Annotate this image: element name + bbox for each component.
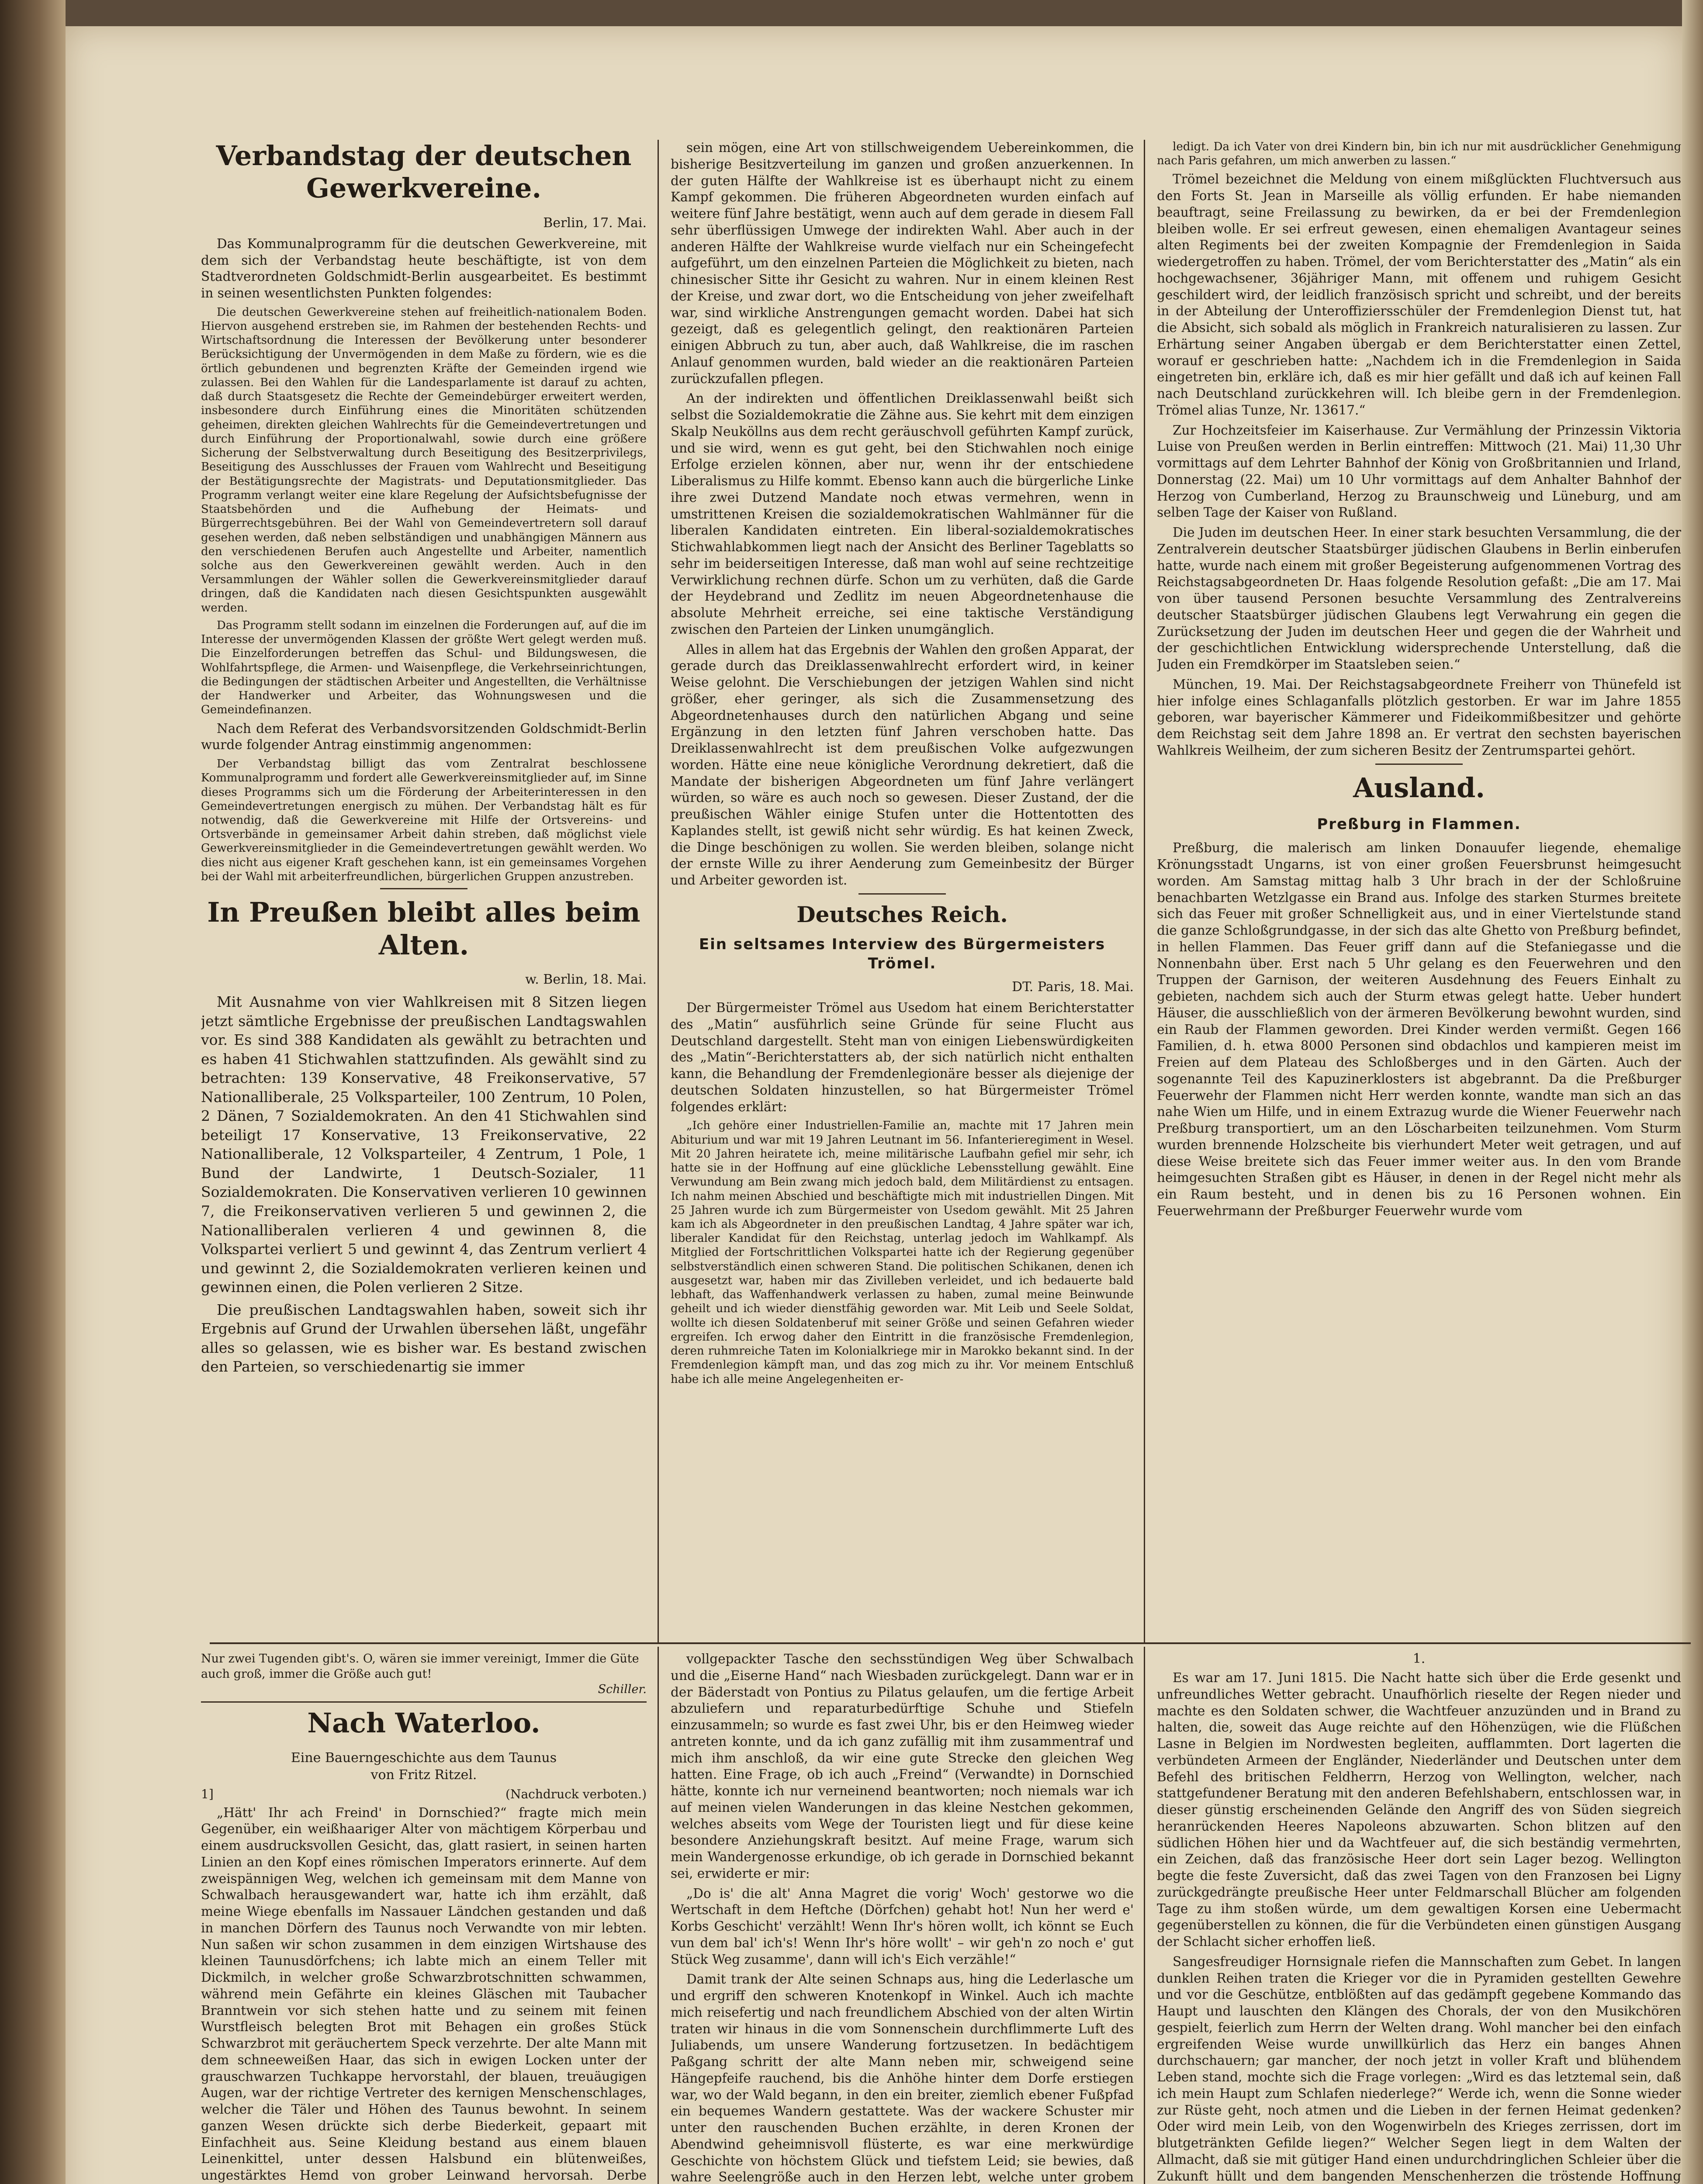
paragraph: Die Juden im deutschen Heer. In einer stark besuchten Versammlung, die der Zentralverein deutscher Staatsbürger jüdischen Glaubens in Berlin einberufen hatte, wurde nach einem mit großer Begeisterung aufgenommenen Vortrag des Reichstagsabgeordneten Dr. Haas folgende Resolution gefaßt: „Die am 17. Mai von über tausend Personen besuchte Versammlung des Zentralvereins deutscher Staatsbürger jüdischen Glaubens legt Verwahrung ein gegen die Zurücksetzung der Juden im deutschen Heer und gegen die der Wahrheit und der geschichtlichen Entwicklung widersprechende Unterstellung, daß die Juden ein Fremdkörper im Staatsleben seien.“	[1157, 525, 1681, 672]
paragraph: Trömel bezeichnet die Meldung von einem mißglückten Fluchtversuch aus den Forts St. Jean in Marseille als völlig erfunden. Er habe niemanden beauftragt, seine Freilassung zu bewirken, da er bei der Fremdenlegion bleiben wolle. Er sei erfreut gewesen, einen ehemaligen Avantageur seines alten Regiments bei der zweiten Kompagnie der Fremdenlegion in Saida wiedergetroffen zu haben. Trömel, der vom Berichterstatter des „Matin“ als ein hochgewachsener, 36jähriger Mann, mit offenem und ruhigem Gesicht geschildert wird, der leidlich französisch spricht und schreibt, und der bereits in der Abteilung der Unteroffiziersschüler der Fremdenlegion Dienst tut, hat die Absicht, sich sobald als möglich in Frankreich naturalisieren zu lassen. Zur Erhärtung seiner Angaben übergab er dem Berichterstatter einen Zettel, worauf er geschrieben hatte: „Nachdem ich in die Fremdenlegion in Saida eingetreten bin, erkläre ich, daß es mir hier gefällt und daß ich auf keinen Fall nach Deutschland zurückkehren will. Ich bleibe gern in der Fremdenlegion. Trömel alias Tunze, Nr. 13617.“	[1157, 172, 1681, 418]
divider	[1375, 764, 1463, 765]
column-rule-1	[658, 140, 659, 1642]
quote-author: Schiller.	[598, 1683, 647, 1697]
headline-ausland: Ausland.	[1353, 771, 1485, 804]
paragraph: Das Programm stellt sodann im einzelnen die Forderungen auf, auf die im Interesse der unvermögenden Klassen der größte Wert gelegt werden muß. Die Einzelforderungen betreffen das Schul- und Bildungswesen, die Wohlfahrtspflege, die Armen- und Waisenpflege, die Verkehrseinrichtungen, die Bedingungen der städtischen Arbeiter und Angestellten, die Verhältnisse der Handwerker und Arbeiter, das Wohnungswesen und die Gemeindefinanzen.	[201, 619, 647, 717]
feuilleton-column-3	[1157, 1651, 1681, 2184]
headline-verbandstag: Verbandstag der deutschen Gewerkvereine.	[216, 140, 632, 204]
column-1	[201, 140, 647, 1638]
paragraph: ledigt. Da ich Vater von drei Kindern bin, bin ich nur mit ausdrücklicher Genehmigung nach Paris gefahren, um mich anwerben zu lassen.“	[1157, 140, 1681, 168]
paragraph: „Hätt' Ihr ach Freind' in Dornschied?“ fragte mich mein Gegenüber, ein weißhaariger Alter von mächtigem Körperbau und einem ausdrucksvollen Gesicht, das, glatt rasiert, in seinen harten Linien an den Kopf eines römischen Imperators erinnerte. Auf dem zweispännigen Weg, welchen ich gemeinsam mit dem Manne von Schwalbach herausgewandert war, hatte ich ihm erzählt, daß meine Wiege ebenfalls im Nassauer Ländchen gestanden und daß in manchen Dörfern des Taunus noch Verwandte von mir lebten. Nun saßen wir schon zusammen in dem einzigen Wirtshause des kleinen Taunusdörfchens; ich labte mich an einem Teller mit Dickmilch, in welcher große Schwarzbrotschnitten schwammen, während mein Gefährte ein kleines Gläschen mit Taubacher Branntwein vor sich stehen hatte und zu seinem mit feinen Wurstfleisch belegten Brot mit Behagen ein großes Stück Schwarzbrot mit geräuchertem Speck verzehrte. Der alte Mann mit dem schneeweißen Haar, das sich in ewigen Locken unter der grauschwarzen Tuchkappe hervorstahl, der blauen, treuäugigen Augen, war der richtige Vertreter des kernigen Menschenschlages, welcher die Täler und Höhen des Taunus bewohnt. In seinem ganzen Wesen drückte sich derbe Biederkeit, gepaart mit Einfachheit aus. Seine Kleidung bestand aus einem blauen Leinenkittel, unter dessen Halsbund ein blütenweißes, ungestärktes Hemd von grober Leinwand hervorsah. Derbe	[201, 1805, 647, 2183]
divider	[858, 893, 946, 895]
paragraph: Preßburg, die malerisch am linken Donauufer liegende, ehemalige Krönungsstadt Ungarns, ist von einer großen Feuersbrunst heimgesucht worden. Am Samstag mittag halb 3 Uhr brach in der der Schloßruine benachbarten Wetzlgasse ein Brand aus. Infolge des starken Sturmes breitete sich das Feuer mit großer Schnelligkeit aus, und in einer Viertelstunde stand die ganze Schloßgrundgasse, in der sich das alte Ghetto von Preßburg befindet, in hellen Flammen. Das Feuer griff dann auf die Stefaniegasse und die Nonnenbahn über. Erst nach 5 Uhr gelang es den Feuerwehren und den Truppen der Garnison, der weiteren Ausdehnung des Feuers Einhalt zu gebieten, nachdem sich auch der Sturm etwas gelegt hatte. Ueber hundert Häuser, die ausschließlich von der ärmeren Bevölkerung bewohnt wurden, sind ein Raub der Flammen geworden. Drei Kinder werden vermißt. Gegen 166 Familien, d. h. etwa 8000 Personen sind obdachlos und kampieren meist im Freien auf dem Plateau des Schloßberges und in den Gärten. Auch der sogenannte Teil des Kapuzinerklosters ist abgebrannt. Da die Preßburger Feuerwehr der Flammen nicht Herr werden konnte, wandte man sich an das nahe Wien um Hilfe, und in einem Extrazug wurde die Wiener Feuerwehr nach Preßburg transportiert, um an den Löscharbeiten teilzunehmen. Vom Sturm wurden brennende Holzscheite bis vierhundert Meter weit getragen, und auf diese Weise breitete sich das Feuer immer weiter aus. In den vom Brande heimgesuchten Straßen gibt es Häuser, in denen in der Regel nicht mehr als ein Raum besteht, und in denen bis zu 16 Personen wohnen. Ein Feuerwehrmann der Preßburger Feuerwehr wurde vom	[1157, 840, 1681, 1218]
dateline-berlin-18: w. Berlin, 18. Mai.	[525, 971, 647, 987]
installment-number: 1]	[201, 1787, 214, 1801]
book-binding	[0, 0, 66, 2184]
paragraph: An der indirekten und öffentlichen Dreiklassenwahl beißt sich selbst die Sozialdemokratie die Zähne aus. Sie kehrt mit dem einzigen Skalp Neuköllns aus dem recht geräuschvoll geführten Kampf zurück, und sie wird, wenn es gut geht, bei den Stichwahlen noch einige Erfolge erzielen können, aber nur, wenn ihr der entschiedene Liberalismus zu Hilfe kommt. Ebenso kann auch die bürgerliche Linke ihre zwei Dutzend Mandate noch etwas vermehren, wenn in umstrittenen Kreisen die sozialdemokratischen Wahlmänner für die liberalen Kandidaten eintreten. Ein liberal-sozialdemokratisches Stichwahlabkommen liegt nach der Ansicht des Berliner Tageblatts so sehr im beiderseitigen Interesse, daß man wohl auf seine rechtzeitige Verwirklichung rechnen dürfe. Schon um zu verhüten, daß die Garde der Heydebrand und Zedlitz im neuen Abgeordnetenhause die absolute Mehrheit erreiche, sei eine taktische Verständigung zwischen den Parteien der Linken unumgänglich.	[671, 391, 1134, 637]
page-edge	[1682, 0, 1703, 2184]
paragraph: München, 19. Mai. Der Reichstagsabgeordnete Freiherr von Thünefeld ist hier infolge eines Schlaganfalls plötzlich gestorben. Er war im Jahre 1855 geboren, war bayerischer Kämmerer und Fideikommißbesitzer und gehörte dem Reichstag seit dem Jahre 1898 an. Er vertrat den sechsten bayerischen Wahlkreis Weilheim, der zum sicheren Besitz der Zentrumspartei gehört.	[1157, 677, 1681, 758]
newspaper-page	[66, 26, 1682, 2184]
headline-deutsches-reich: Deutsches Reich.	[796, 901, 1008, 927]
section-divider	[210, 1642, 1691, 1644]
story-subtitle: Eine Bauerngeschichte aus dem Taunus	[291, 1750, 557, 1766]
paragraph: Der Bürgermeister Trömel aus Usedom hat einem Berichterstatter des „Matin“ ausführlich seine Gründe für seine Flucht aus Deutschland dargestellt. Steht man von einigen Liebenswürdigkeiten des „Matin“-Berichterstatters ab, der sich natürlich nicht enthalten kann, die Behandlung der Fremdenlegionäre besser als diejenige der deutschen Soldaten hinzustellen, so hat Bürgermeister Trömel folgendes erklärt:	[671, 1000, 1134, 1114]
column-rule-3	[658, 1647, 659, 2184]
dateline-paris: DT. Paris, 18. Mai.	[1012, 979, 1134, 995]
paragraph: sein mögen, eine Art von stillschweigendem Uebereinkommen, die bisherige Besitzverteilung im ganzen und großen anzuerkennen. In der guten Hälfte der Wahlkreise ist es überhaupt nicht zu einem Kampf gekommen. Die früheren Abgeordneten wurden einfach auf weitere fünf Jahre bestätigt, wenn auch auf dem gerade in diesem Fall sehr überflüssigen Umwege der indirekten Wahl. Aber auch in der anderen Hälfte der Wahlkreise wurde vielfach nur ein Scheingefecht aufgeführt, um den einzelnen Parteien die Möglichkeit zu bieten, nach chinesischer Sitte ihr Gesicht zu wahren. Nur in einem kleinen Rest der Kreise, und zwar dort, wo die Entscheidung von jeher zweifelhaft war, sind wirkliche Anstrengungen gemacht worden. Dabei hat sich gezeigt, daß es gelegentlich gelingt, den reaktionären Parteien einigen Abbruch zu tun, aber auch, daß Wahlkreise, die im raschen Anlauf genommen wurden, bald wieder an die reaktionären Parteien zurückzufallen pflegen.	[671, 140, 1134, 386]
subheadline-pressburg: Preßburg in Flammen.	[1317, 816, 1521, 833]
column-3	[1157, 140, 1681, 1638]
schiller-quote	[201, 1651, 647, 1703]
dateline-berlin-17: Berlin, 17. Mai.	[543, 215, 647, 231]
headline-nach-waterloo: Nach Waterloo.	[307, 1707, 540, 1739]
paragraph: Mit Ausnahme von vier Wahlkreisen mit 8 Sitzen liegen jetzt sämtliche Ergebnisse der preußischen Landtagswahlen vor. Es sind 388 Kandidaten als gewählt zu betrachten und es haben 41 Stichwahlen stattzufinden. Als gewählt sind zu betrachten: 139 Konservative, 48 Freikonservative, 57 Nationalliberale, 25 Volksparteiler, 100 Zentrum, 10 Polen, 2 Dänen, 7 Sozialdemokraten. An den 41 Stichwahlen sind beteiligt 17 Konservative, 13 Freikonservative, 22 Nationalliberale, 12 Volksparteiler, 4 Zentrum, 1 Pole, 1 Bund der Landwirte, 1 Deutsch-Sozialer, 11 Sozialdemokraten. Die Konservativen verlieren 10 gewinnen 7, die Freikonservativen verlieren 5 und gewinnen 2, die Nationalliberalen verlieren 4 und gewinnen 8, die Volkspartei verliert 5 und gewinnt 4, das Zentrum verliert 4 und gewinnt 2, die Sozialdemokraten verlieren keinen und gewinnen einen, die Polen verlieren 2 Sitze.	[201, 993, 647, 1296]
reprint-notice: (Nachdruck verboten.)	[505, 1787, 647, 1801]
paragraph: Zur Hochzeitsfeier im Kaiserhause. Zur Vermählung der Prinzessin Viktoria Luise von Preußen werden in Berlin eintreffen: Mittwoch (21. Mai) 11,30 Uhr vormittags auf dem Lehrter Bahnhof der König von Großbritannien und Irland, Donnerstag (22. Mai) um 10 Uhr vormittags auf dem Anhalter Bahnhof der Herzog von Cumberland, Herzog zu Braunschweig und Lüneburg, und am selben Tage der Kaiser von Rußland.	[1157, 422, 1681, 520]
column-rule-4	[1144, 1647, 1145, 2184]
chapter-number: 1.	[1412, 1651, 1426, 1666]
paragraph: Die deutschen Gewerkvereine stehen auf freiheitlich-nationalem Boden. Hiervon ausgehend erstreben sie, im Rahmen der bestehenden Rechts- und Wirtschaftsordnung die Interessen der Bevölkerung unter besonderer Berücksichtigung der Unvermögenden in dem Maße zu fördern, wie es die örtlich gebundenen und begrenzten Kräfte der Gemeinden irgend wie zulassen. Bei den Wahlen für die Landesparlamente ist darauf zu achten, daß durch Staatsgesetz die Rechte der Gemeindebürger erweitert werden, insbesondere durch Einführung eines die Minoritäten schützenden geheimen, direkten gleichen Wahlrechts für die Gemeindevertretungen und durch Einführung der Proportionalwahl, sowie durch eine größere Sicherung der Selbstverwaltung durch Beseitigung des Besitzerprivilegs, Beseitigung des Ausschlusses der Frauen vom Wahlrecht und Beseitigung der Bestätigungsrechte der Magistrats- und Deputationsmitglieder. Das Programm verlangt weiter eine klare Regelung der Aufsichtsbefugnisse der Staatsbehörden und die Aufhebung der Heimats- und Bürgerrechtsgebühren. Bei der Wahl von Gemeindevertretern soll darauf gesehen werden, daß neben selbständigen und unabhängigen Männern aus den verschiedenen Berufen auch Angestellte und Arbeiter, namentlich solche aus den Gewerkvereinen gewählt werden. Auch in den Versammlungen der Wähler sollen die Gewerkvereinsmitglieder darauf dringen, daß die Kandidaten nach diesen Gesichtspunkten ausgewählt werden.	[201, 305, 647, 615]
paragraph: Es war am 17. Juni 1815. Die Nacht hatte sich über die Erde gesenkt und unfreundliches Wetter gebracht. Unaufhörlich rieselte der Regen nieder und machte es den Soldaten schwer, die Wachtfeuer anzuzünden und in Brand zu halten, die, soweit das Auge reichte auf den Höhenzügen, wie die Flüßchen Lasne in Belgien im Nordwesten begleiten, aufflammten. Dort lagerten die verbündeten Armeen der Engländer, Niederländer und Deutschen unter dem Befehl des britischen Feldherrn, Herzog von Wellington, welcher, nach stattgefundener Beratung mit den anderen Befehlshabern, entschlossen war, in dieser günstig erscheinenden Gelände den Angriff des von Süden siegreich heranrückenden Heeres Napoleons abzuwarten. Schon blitzen auf den südlichen Höhen hier und da Wachtfeuer auf, die sich beständig vermehrten, ein Zeichen, daß das französische Heer dort sein Lager bezog. Wellington begte die feste Zuversicht, daß das zwei Tagen von den Franzosen bei Ligny zurückgedrängte preußische Heer unter Feldmarschall Blücher am folgenden Tage zu ihm stoßen würde, um dem gewaltigen Korsen eine Uebermacht gegenüberstellen zu können, die für die Verbündeten einen günstigen Ausgang der Schlacht sicher erhoffen ließ.	[1157, 1670, 1681, 1949]
story-author: von Fritz Ritzel.	[370, 1767, 477, 1783]
column-rule-2	[1144, 140, 1145, 1642]
paragraph: „Do is' die alt' Anna Magret die vorig' Woch' gestorwe wo die Wertschaft in dem Heftche (Dörfchen) gehabt hot! Nun her werd e' Korbs Geschicht' verzählt! Wenn Ihr's hören wollt, ich könnt se Euch vun dem bal' ich's! Wenn Ihr's höre wollt' – wir geh'n zo noch e' gut Stück Weg zusamme', dann will ich's Eich verzähle!“	[671, 1886, 1134, 1967]
column-2	[671, 140, 1134, 1638]
subheadline-interview: Ein seltsames Interview des Bürgermeisters Trömel.	[699, 935, 1106, 972]
paragraph: Nach dem Referat des Verbandsvorsitzenden Goldschmidt-Berlin wurde folgender Antrag einstimmig angenommen:	[201, 721, 647, 753]
paragraph: Damit trank der Alte seinen Schnaps aus, hing die Lederlasche um und ergriff den schweren Knotenkopf in Winkel. Auch ich machte mich reisefertig und nach freundlichem Abschied von der alten Wirtin traten wir hinaus in die vom Sonnenschein durchflimmerte Luft des Juliabends, um unsere Wanderung fortzusetzen. In bedächtigem Paßgang schritt der alte Mann neben mir, schweigend seine Hängepfeife rauchend, bis die Anhöhe hinter dem Dorfe erstiegen war, wo der Wald begann, in den ein breiter, ziemlich ebener Fußpfad ein bequemes Wandern gestattete. Was der wackere Schuster mir unter den rauschenden Buchen erzählte, in deren Kronen der Abendwind geheimnisvoll flüsterte, es war eine merkwürdige Geschichte von höchstem Glück und tiefstem Leid; sie bewies, daß wahre Seelengröße auch in den Herzen lebt, welche unter grobem	[671, 1972, 1134, 2184]
feuilleton-column-1	[201, 1651, 647, 2184]
paragraph: Das Kommunalprogramm für die deutschen Gewerkvereine, mit dem sich der Verbandstag heute beschäftigte, ist von dem Stadtverordneten Goldschmidt-Berlin ausgearbeitet. Es bestimmt in seinen wesentlichsten Punkten folgendes:	[201, 236, 647, 301]
paragraph: Die preußischen Landtagswahlen haben, soweit sich ihr Ergebnis auf Grund der Urwahlen übersehen läßt, ungefähr alles so gelassen, wie es bisher war. Es bestand zwischen den Parteien, so verschiedenartig sie immer	[201, 1301, 647, 1375]
paragraph: „Ich gehöre einer Industriellen-Familie an, machte mit 17 Jahren mein Abiturium und war mit 19 Jahren Leutnant im 56. Infanterieregiment in Wesel. Mit 20 Jahren heiratete ich, meine militärische Laufbahn gefiel mir sehr, ich hatte sie in der Hoffnung auf eine glückliche Lebensstellung gewählt. Eine Verwundung am Bein zwang mich jedoch bald, dem Militärdienst zu entsagen. Ich nahm meinen Abschied und beschäftigte mich mit industriellen Dingen. Mit 25 Jahren wurde ich zum Bürgermeister von Usedom gewählt. Mit 25 Jahren kam ich als Abgeordneter in den preußischen Landtag, 4 Jahre später war ich, liberaler Kandidat für den Reichstag, unterlag jedoch im Wahlkampf. Als Mitglied der Fortschrittlichen Volkspartei hatte ich der Regierung gegenüber selbstverständlich einen schweren Stand. Die politischen Schikanen, denen ich ausgesetzt war, haben mir das Zivilleben verleidet, und ich bedauerte bald lebhaft, das Waffenhandwerk verlassen zu haben, zumal meine Beinwunde geheilt und ich wieder dienstfähig geworden war. Mit Leib und Seele Soldat, wollte ich diesen Soldatenberuf mit seiner Größe und seinen Gefahren wieder ergreifen. Ich erwog daher den Eintritt in die französische Fremdenlegion, deren ruhmreiche Taten im Kolonialkriege mir in Marokko bekannt sind. In der Fremdenlegion kämpft man, und das zog mich zu ihr. Vor meinem Entschluß habe ich alle meine Angelegenheiten er-	[671, 1119, 1134, 1386]
paragraph: vollgepackter Tasche den sechsstündigen Weg über Schwalbach und die „Eiserne Hand“ nach Wiesbaden zurückgelegt. Dann war er in der Bäderstadt von Pontius zu Pilatus gelaufen, um die fertige Arbeit abzuliefern und reparaturbedürftige Schuhe und Stiefeln einzusammeln; so wurde es fast zwei Uhr, bis er den Heimweg wieder antreten konnte, und da ich ganz zufällig mit ihm zusammentraf und mich ihm anschloß, da wir eine gute Strecke den gleichen Weg hatten. Eine Frage, ob ich auch „Freind“ (Verwandte) in Dornschied hätte, konnte ich nur verneinend beantworten; noch niemals war ich auf meinen vielen Wanderungen in das kleine Nestchen gekommen, welches abseits vom Wege der Touristen liegt und für diese keine besondere Anziehungskraft besitzt. Auf meine Frage, warum sich mein Wandergenosse erkundige, ob ich gerade in Dornschied bekannt sei, erwiderte er mir:	[671, 1652, 1134, 1881]
divider	[380, 888, 467, 889]
paragraph: Sangesfreudiger Hornsignale riefen die Mannschaften zum Gebet. In langen dunklen Reihen traten die Krieger vor die in Pyramiden gestellten Gewehre und vor die Geschütze, entblößten auf das gedämpft gegebene Kommando das Haupt und lauschten den Klängen des Chorals, der von den Musikchören gespielt, feierlich zum Herrn der Welten drang. Wohl mancher bei den einfach ergreifenden Weise wurde unwillkürlich das Herz ein banges Ahnen durchschauern; gar mancher, der noch jetzt in voller Kraft und blühendem Leben stand, mochte sich die Frage vorlegen: „Wird es das letztemal sein, daß ich mein Haupt zum Schlafen niederlege?“ Werde ich, wenn die Sonne wieder zur Rüste geht, noch atmen und die Lieben in der fernen Heimat gedenken? Oder wird mein Leib, von den Wogenwirbeln des Krieges zerrissen, dort im blutgetränkten Gefilde liegen?“ Welcher Segen liegt in dem Walten der Allmacht, daß sie mit gütiger Hand einen undurchdringlichen Schleier über die Zukunft hüllt und dem bangenden Menschenherzen die tröstende Hoffnung	[1157, 1954, 1681, 2184]
feuilleton-column-2	[671, 1651, 1134, 2184]
paragraph: Der Verbandstag billigt das vom Zentralrat beschlossene Kommunalprogramm und fordert alle Gewerkvereinsmitglieder auf, im Sinne dieses Programms sich um die Förderung der Arbeiterinteressen in den Gemeindevertretungen energisch zu mühen. Der Verbandstag hält es für notwendig, daß die Gewerkvereine mit Hilfe der Ortsvereins- und Ortsverbände in gemeinsamer Arbeit dahin streben, daß möglichst viele Gewerkvereinsmitglieder in die Gemeindevertretungen gewählt werden. Wo dies nicht aus eigener Kraft geschehen kann, ist ein gemeinsames Vorgehen bei der Wahl mit arbeiterfreundlichen, bürgerlichen Gruppen anzustreben.	[201, 757, 647, 883]
paragraph: Alles in allem hat das Ergebnis der Wahlen den großen Apparat, der gerade durch das Dreiklassenwahlrecht erfordert wird, in keiner Weise gelohnt. Die Verschiebungen der jetzigen Wahlen sind nicht größer, eher geringer, als sich die Zusammensetzung des Abgeordnetenhauses durch den natürlichen Abgang und seine Ergänzung in den letzten fünf Jahren verschoben hatte. Das Dreiklassenwahlrecht ist dem preußischen Volke aufgezwungen worden. Hätte eine neue königliche Verordnung dekretiert, daß die Mandate der bisherigen Abgeordneten um fünf Jahre verlängert würden, so wäre es auch noch so gewesen. Dieser Zustand, der die preußischen Wähler einige Stufen unter die Hottentotten des Kaplandes stellt, ist gewiß nicht sehr würdig. Es hat keinen Zweck, die Dinge beschönigen zu wollen. Sie werden bleiben, solange nicht der ernste Wille zu ihrer Aenderung zum Gemeinbesitz der Bürger und Arbeiter geworden ist.	[671, 642, 1134, 888]
quote-text: Nur zwei Tugenden gibt's. O, wären sie immer vereinigt, Immer die Güte auch groß, immer die Größe auch gut!	[201, 1652, 639, 1681]
headline-preussen: In Preußen bleibt alles beim Alten.	[207, 896, 640, 961]
